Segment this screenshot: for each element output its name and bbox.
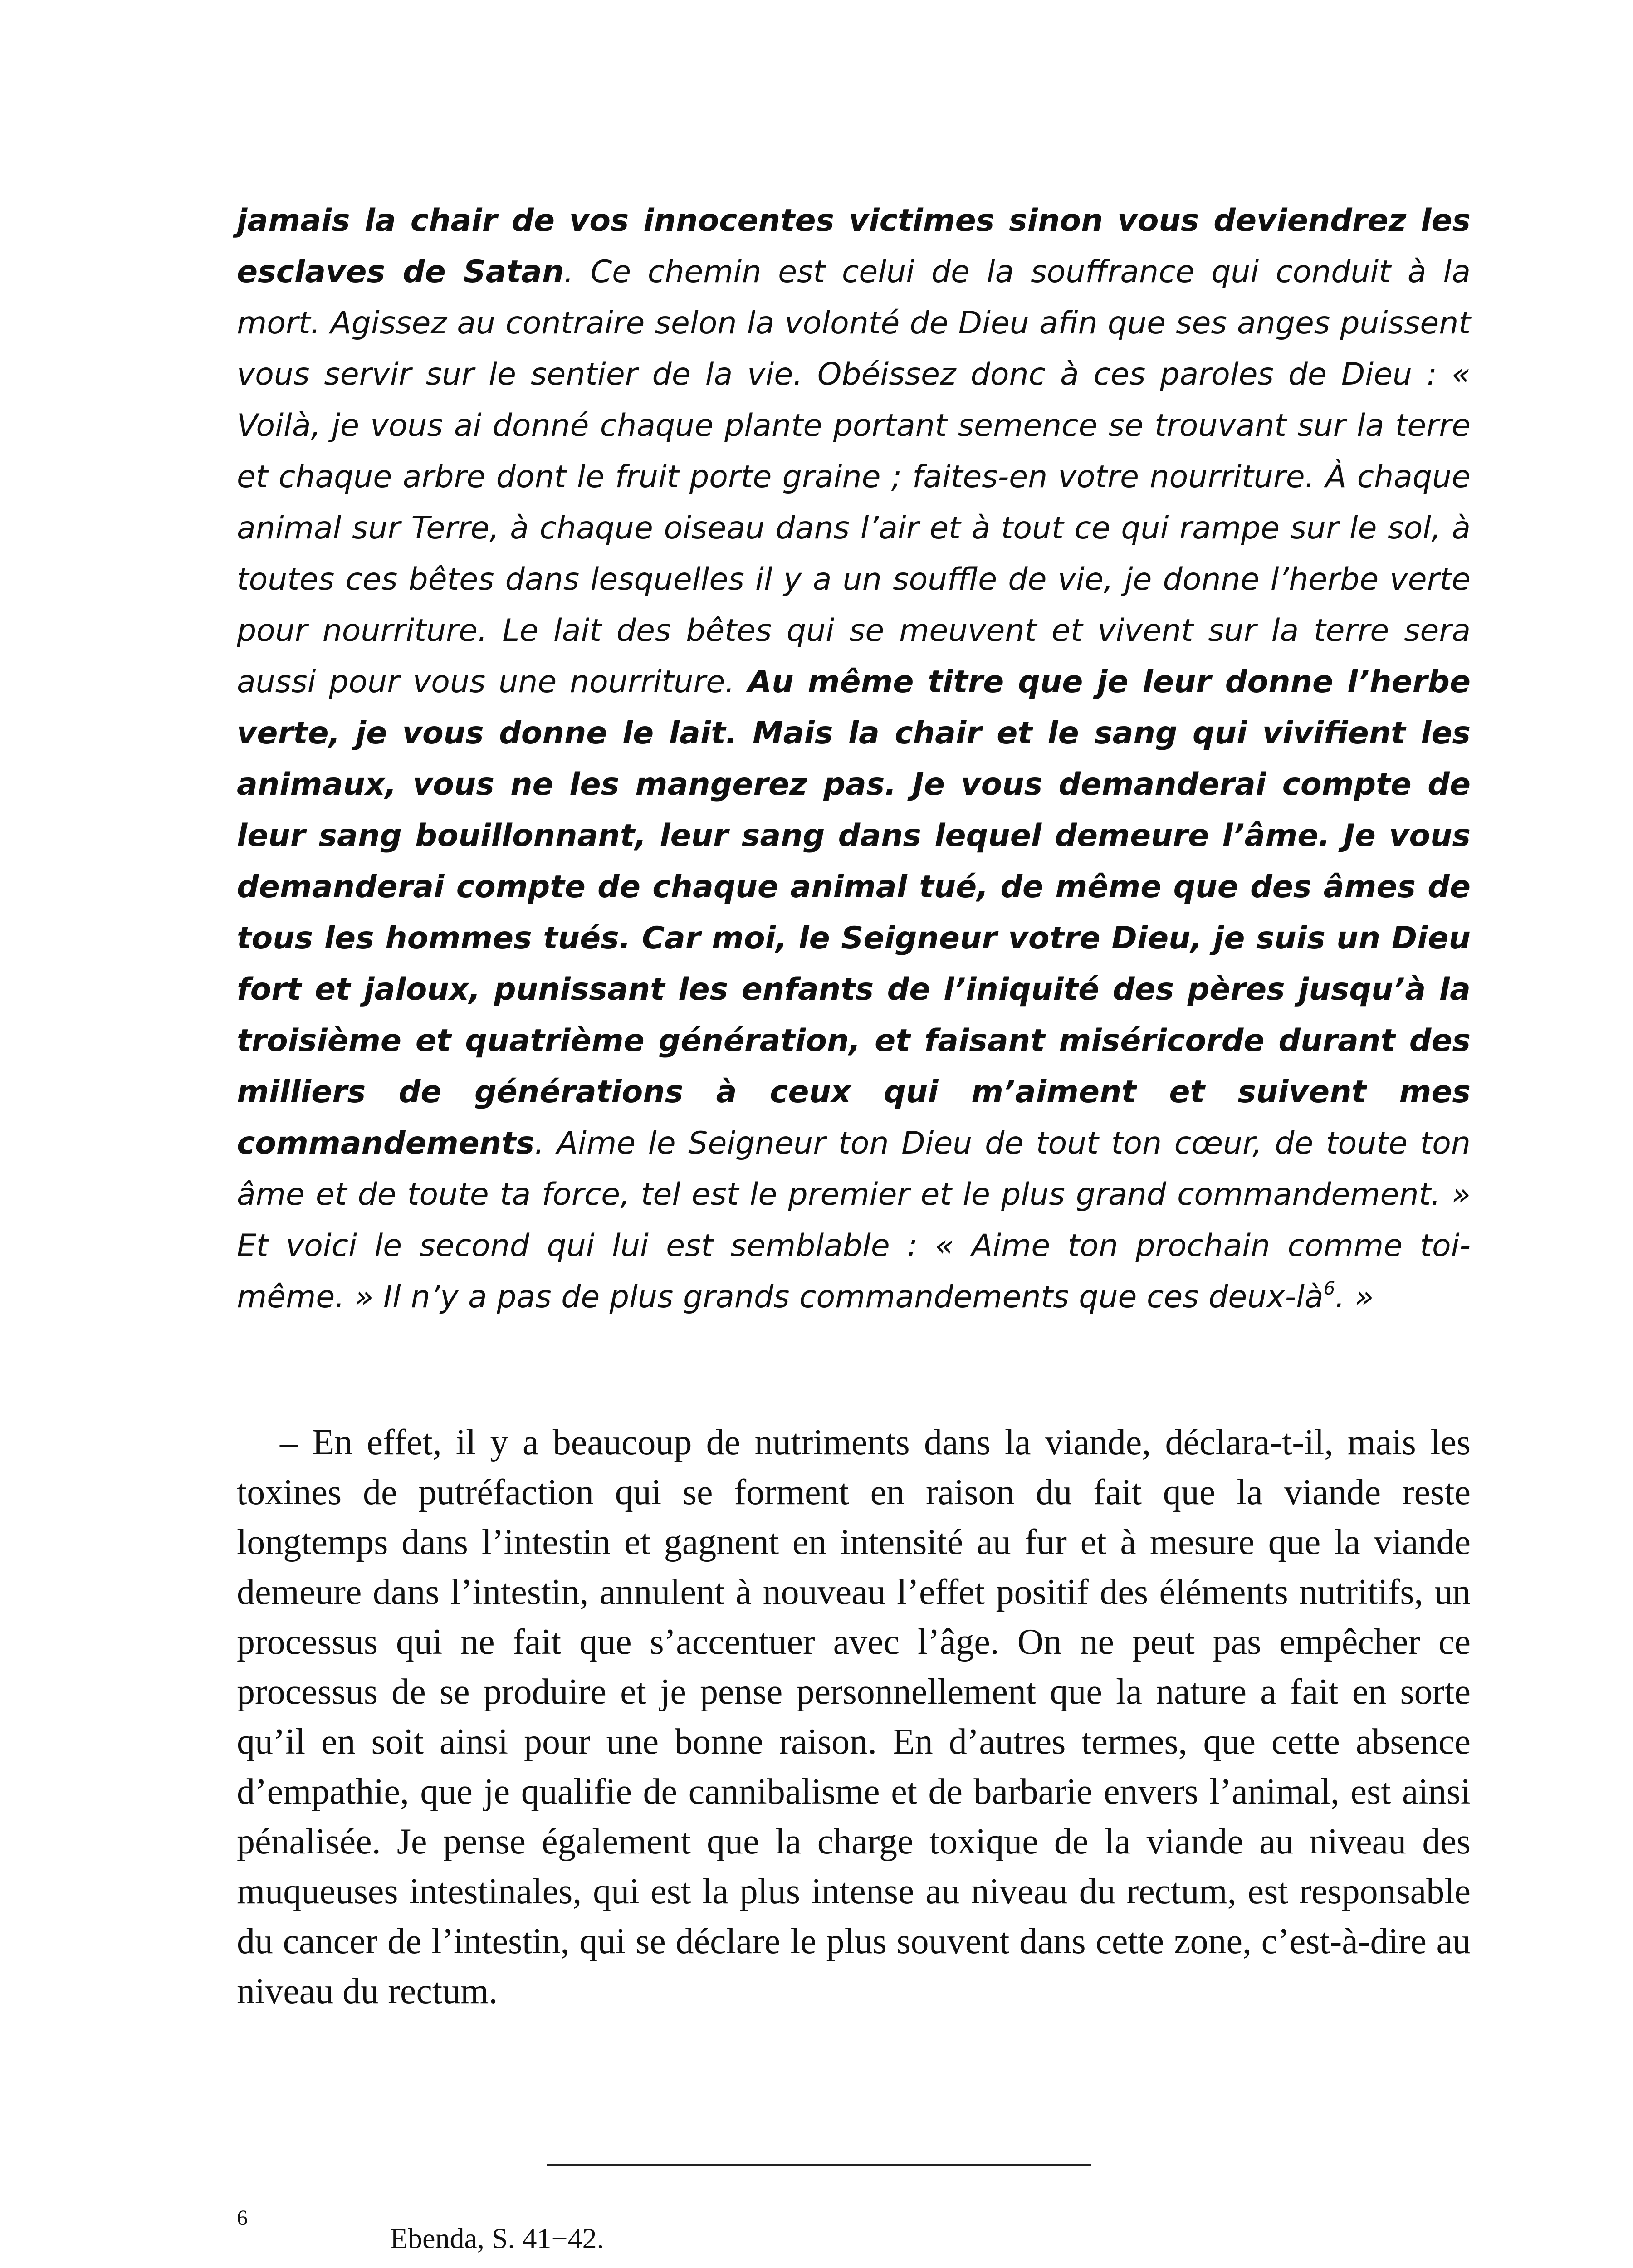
quoted-passage	[237, 195, 1471, 1323]
quote-segment-5: . »	[1335, 1279, 1374, 1315]
footnote-separator	[547, 2164, 1091, 2166]
quote-bold-segment-3: Au même titre que je leur donne l’herbe verte, je vous donne le lait. Mais la chair et le sang qui vivifient les animaux, vous ne les mangerez pas. Je vous demanderai compte de leur sang bouillonnant, leur sang dans lequel demeure l’âme. Je vous demanderai compte de chaque animal tué, de même que des âmes de tous les hommes tués. Car moi, le Seigneur votre Dieu, je suis un Dieu fort et jaloux, punissant les enfants de l’iniquité des pères jusqu’à la troisième et quatrième génération, et faisant miséricorde durant des milliers de générations à ceux qui m’aiment et suivent mes commandements	[237, 664, 1471, 1161]
footnote-number: 6	[237, 2206, 248, 2230]
footnote-text: Ebenda, S. 41−42.	[390, 2222, 604, 2254]
quote-segment-2: . Ce chemin est celui de la souffrance qui conduit à la mort. Agissez au contraire selon la volonté de Dieu afin que ses anges puissent vous servir sur le sentier de la vie. Obéissez donc à ces paroles de Dieu : « Voilà, je vous ai donné chaque plante portant semence se trouvant sur la terre et chaque arbre dont le fruit porte graine ; faites-en votre nourriture. À chaque animal sur Terre, à chaque oiseau dans l’air et à tout ce qui rampe sur le sol, à toutes ces bêtes dans lesquelles il y a un souffle de vie, je donne l’herbe verte pour nourriture. Le lait des bêtes qui se meuvent et vivent sur la terre sera aussi pour vous une nourriture.	[237, 254, 1471, 700]
narrative-paragraph: – En effet, il y a beaucoup de nutriments dans la viande, déclara-t-il, mais les toxines de putréfaction qui se forment en raison du fait que la viande reste longtemps dans l’intestin et gagnent en intensité au fur et à mesure que la viande demeure dans l’intestin, annulent à nouveau l’effet positif des éléments nutritifs, un processus qui ne fait que s’accentuer avec l’âge. On ne peut pas empêcher ce processus de se produire et je pense personnellement que la nature a fait en sorte qu’il en soit ainsi pour une bonne raison. En d’autres termes, que cette absence d’empathie, que je qualifie de cannibalisme et de barbarie envers l’animal, est ainsi pénalisée. Je pense également que la charge toxique de la viande au niveau des muqueuses intestinales, qui est la plus intense au niveau du rectum, est responsable du cancer de l’intestin, qui se déclare le plus souvent dans cette zone, c’est-à-dire au niveau du rectum.	[237, 1422, 1471, 2011]
quote-segment-4: . Aime le Seigneur ton Dieu de tout ton cœur, de toute ton âme et de toute ta force, tel est le premier et le plus grand commandement. » Et voici le second qui lui est semblable : « Aime ton prochain comme toi-même. » Il n’y a pas de plus grands commandements que ces deux-là	[237, 1125, 1471, 1315]
quote-bold-segment-1: jamais la chair de vos innocentes victimes sinon vous deviendrez les esclaves de Satan	[237, 203, 1471, 290]
footnote-reference[interactable]: 6	[1323, 1278, 1335, 1300]
